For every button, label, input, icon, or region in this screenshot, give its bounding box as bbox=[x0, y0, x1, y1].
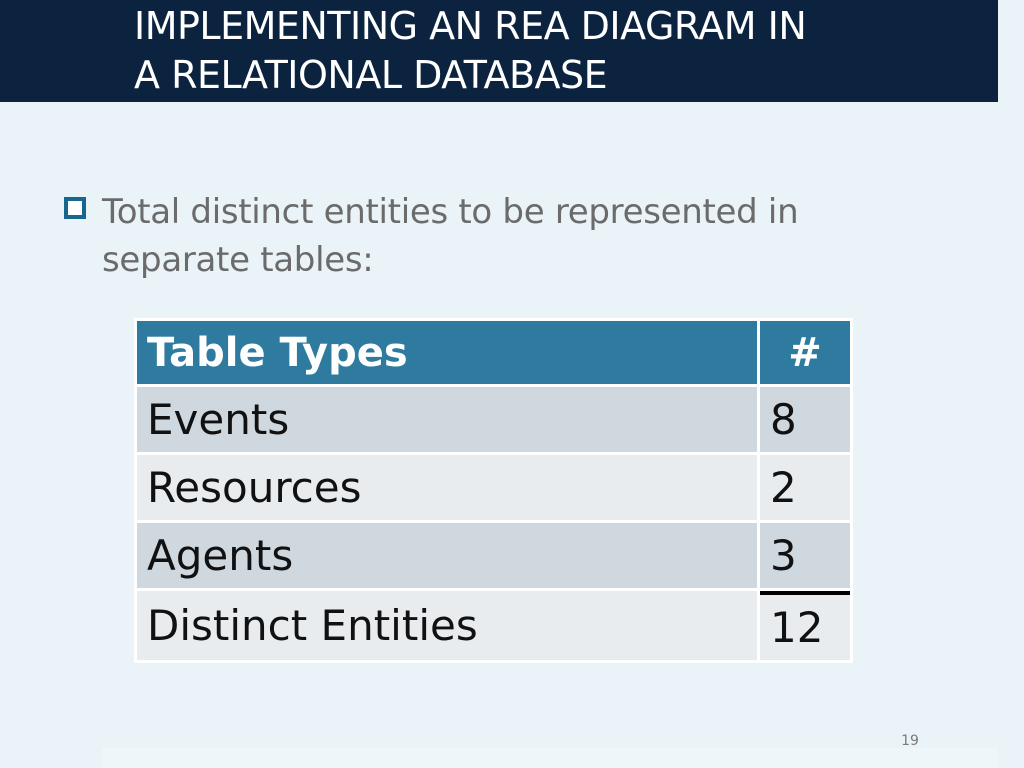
header-table-types: Table Types bbox=[137, 321, 757, 384]
table-header-row bbox=[137, 321, 850, 384]
table-row bbox=[137, 523, 850, 588]
row-count-resources: 2 bbox=[760, 455, 850, 520]
row-type-agents: Agents bbox=[137, 523, 757, 588]
table-row-total bbox=[137, 591, 850, 660]
table-row bbox=[137, 387, 850, 452]
table-row bbox=[137, 455, 850, 520]
title-line-1: IMPLEMENTING AN REA DIAGRAM IN bbox=[134, 4, 807, 48]
slide-number: 19 bbox=[901, 733, 919, 749]
row-count-events: 8 bbox=[760, 387, 850, 452]
entity-count-table bbox=[134, 318, 853, 663]
title-bar bbox=[0, 0, 998, 102]
footer-strip bbox=[102, 748, 998, 768]
row-type-events: Events bbox=[137, 387, 757, 452]
row-count-agents: 3 bbox=[760, 523, 850, 588]
slide-title bbox=[134, 2, 984, 100]
square-bullet-icon bbox=[64, 197, 86, 219]
row-count-distinct-entities: 12 bbox=[760, 591, 850, 660]
row-type-distinct-entities: Distinct Entities bbox=[137, 591, 757, 660]
row-type-resources: Resources bbox=[137, 455, 757, 520]
title-line-2: A RELATIONAL DATABASE bbox=[134, 53, 608, 97]
bullet-text: Total distinct entities to be represented in separate tables: bbox=[102, 192, 799, 280]
header-count: # bbox=[760, 321, 850, 384]
